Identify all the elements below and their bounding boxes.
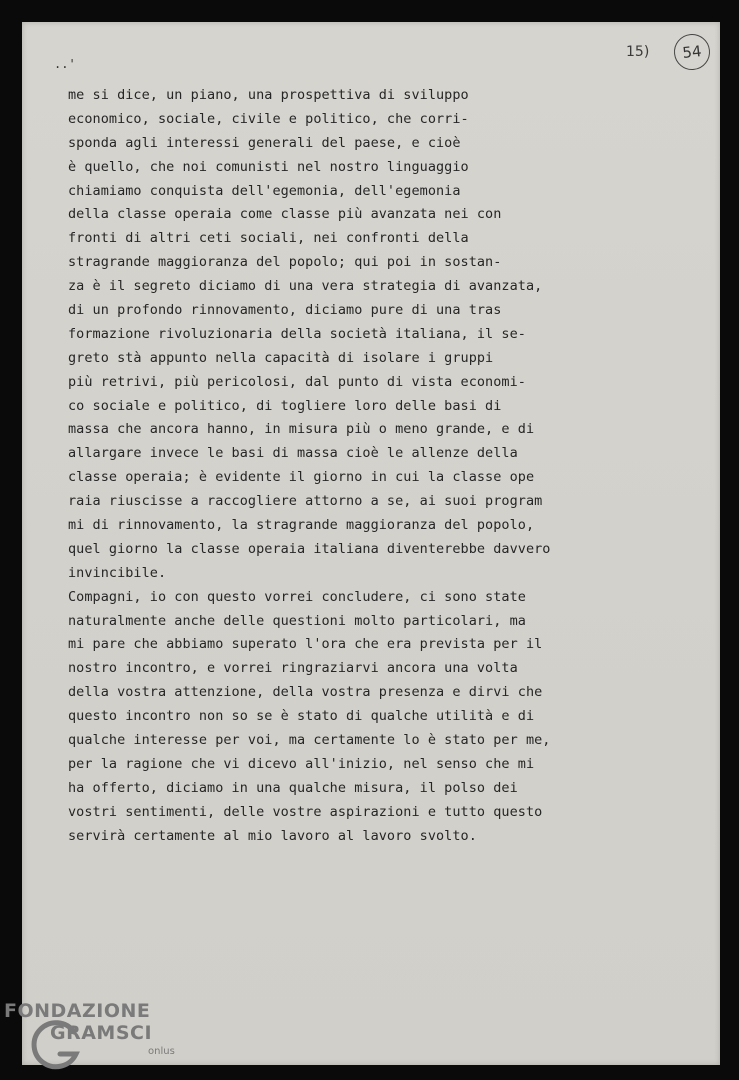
archive-stamp-number: 54 bbox=[672, 32, 712, 72]
text-line: questo incontro non so se è stato di qualche utilità e di bbox=[68, 708, 535, 725]
text-line: classe operaia; è evidente il giorno in cui la classe ope bbox=[68, 469, 535, 486]
text-line: chiamiamo conquista dell'egemonia, dell'egemonia bbox=[68, 182, 461, 199]
text-line: economico, sociale, civile e politico, che corri- bbox=[68, 110, 469, 127]
text-line: Compagni, io con questo vorrei concludere, ci sono state bbox=[68, 588, 526, 605]
text-line: sponda agli interessi generali del paese, e cioè bbox=[68, 134, 461, 151]
text-line: nostro incontro, e vorrei ringraziarvi ancora una volta bbox=[68, 660, 518, 677]
text-line: della classe operaia come classe più avanzata nei con bbox=[68, 206, 502, 223]
page-number: 15) bbox=[626, 44, 650, 60]
text-line: fronti di altri ceti sociali, nei confronti della bbox=[68, 230, 469, 247]
text-line: stragrande maggioranza del popolo; qui poi in sostan- bbox=[68, 254, 502, 271]
text-line: raia riuscisse a raccogliere attorno a se, ai suoi program bbox=[68, 493, 543, 510]
text-line: vostri sentimenti, delle vostre aspirazioni e tutto questo bbox=[68, 803, 543, 820]
watermark-line-2: GRAMSCI bbox=[50, 1022, 153, 1044]
text-line: è quello, che noi comunisti nel nostro linguaggio bbox=[68, 158, 469, 175]
watermark-line-3: onlus bbox=[148, 1046, 175, 1057]
text-line: quel giorno la classe operaia italiana diventerebbe davvero bbox=[68, 540, 551, 557]
text-line: invincibile. bbox=[68, 564, 167, 581]
text-line: più retrivi, più pericolosi, dal punto di vista economi- bbox=[68, 373, 526, 390]
text-line: qualche interesse per voi, ma certamente lo è stato per me, bbox=[68, 732, 551, 749]
text-line: mi di rinnovamento, la stragrande maggioranza del popolo, bbox=[68, 517, 535, 534]
text-line: servirà certamente al mio lavoro al lavoro svolto. bbox=[68, 827, 477, 844]
text-line: mi pare che abbiamo superato l'ora che era prevista per il bbox=[68, 636, 543, 653]
text-line: naturalmente anche delle questioni molto particolari, ma bbox=[68, 612, 526, 629]
typewritten-body bbox=[68, 84, 668, 849]
fondazione-gramsci-watermark bbox=[4, 1000, 194, 1076]
text-line: di un profondo rinnovamento, diciamo pure di una tras bbox=[68, 302, 502, 319]
text-line: ha offerto, diciamo in una qualche misura, il polso dei bbox=[68, 779, 518, 796]
text-line: massa che ancora hanno, in misura più o meno grande, e di bbox=[68, 421, 535, 438]
text-line: per la ragione che vi dicevo all'inizio, nel senso che mi bbox=[68, 755, 535, 772]
text-line: formazione rivoluzionaria della società italiana, il se- bbox=[68, 325, 526, 342]
ink-specks: ..' bbox=[54, 57, 76, 71]
text-line: allargare invece le basi di massa cioè le allenze della bbox=[68, 445, 518, 462]
text-line: za è il segreto diciamo di una vera strategia di avanzata, bbox=[68, 278, 543, 295]
text-line: della vostra attenzione, della vostra presenza e dirvi che bbox=[68, 684, 543, 701]
text-line: greto stà appunto nella capacità di isolare i gruppi bbox=[68, 349, 494, 366]
text-line: me si dice, un piano, una prospettiva di sviluppo bbox=[68, 87, 469, 103]
text-line: co sociale e politico, di togliere loro delle basi di bbox=[68, 397, 502, 414]
watermark-line-1: FONDAZIONE bbox=[4, 1000, 151, 1022]
